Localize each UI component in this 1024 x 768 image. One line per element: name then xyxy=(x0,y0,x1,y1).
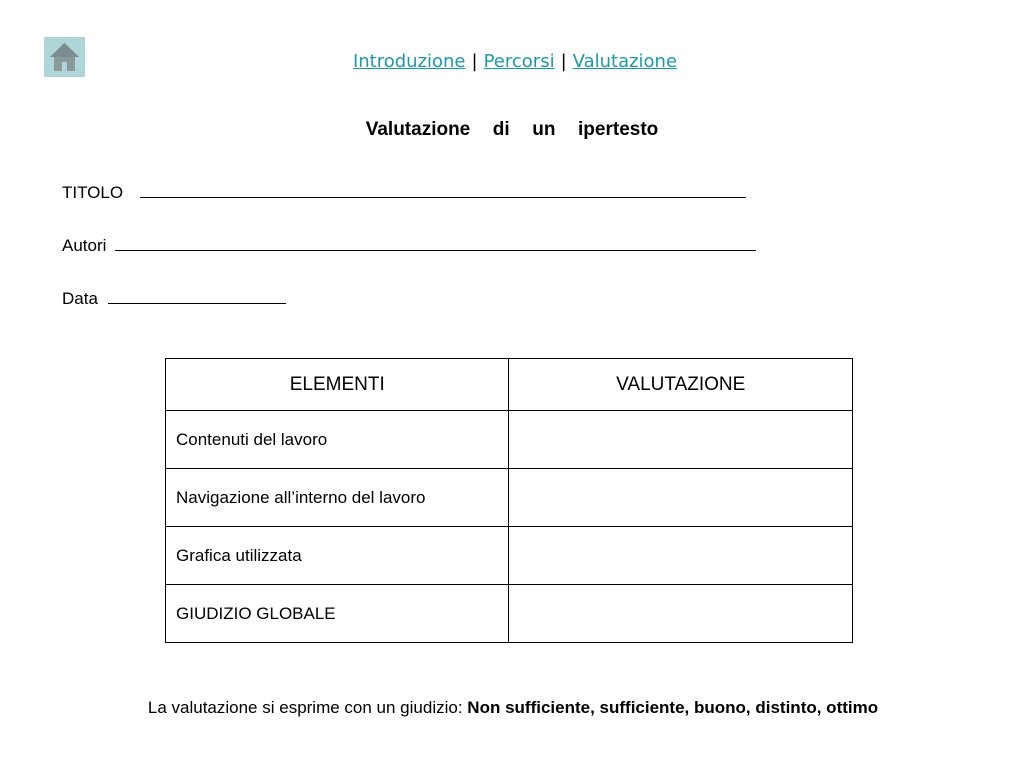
table-header-row xyxy=(166,359,853,411)
header-elementi: ELEMENTI xyxy=(166,359,509,411)
row-label: Contenuti del lavoro xyxy=(166,411,509,469)
data-blank-line[interactable] xyxy=(108,289,286,304)
footer-prefix: La valutazione si esprime con un giudizio: xyxy=(147,698,463,717)
table-row xyxy=(166,585,853,643)
row-label: Grafica utilizzata xyxy=(166,527,509,585)
table-row xyxy=(166,469,853,527)
evaluation-cell[interactable] xyxy=(509,411,853,469)
footer-scale: Non sufficiente, sufficiente, buono, distinto, ottimo xyxy=(467,698,879,717)
evaluation-cell[interactable] xyxy=(509,527,853,585)
titolo-label: TITOLO xyxy=(62,183,124,202)
evaluation-cell[interactable] xyxy=(509,585,853,643)
nav-link-introduzione[interactable]: Introduzione xyxy=(352,51,466,72)
titolo-field xyxy=(62,183,746,203)
page-title: Valutazione di un ipertesto xyxy=(365,119,659,140)
nav-separator: | xyxy=(560,51,567,72)
header-valutazione: VALUTAZIONE xyxy=(509,359,853,411)
data-field xyxy=(62,289,286,309)
footer-note xyxy=(0,698,1024,718)
autori-field xyxy=(62,236,756,256)
row-label: Navigazione all’interno del lavoro xyxy=(166,469,509,527)
autori-label: Autori xyxy=(62,236,107,255)
evaluation-cell[interactable] xyxy=(509,469,853,527)
titolo-blank-line[interactable] xyxy=(140,183,746,198)
nav-link-percorsi[interactable]: Percorsi xyxy=(483,51,555,72)
table-row xyxy=(166,527,853,585)
evaluation-table xyxy=(165,358,853,643)
autori-blank-line[interactable] xyxy=(115,236,756,251)
nav-link-valutazione[interactable]: Valutazione xyxy=(572,51,678,72)
top-navigation xyxy=(0,50,1024,74)
nav-separator: | xyxy=(471,51,478,72)
data-label: Data xyxy=(62,289,98,308)
row-label: GIUDIZIO GLOBALE xyxy=(166,585,509,643)
table-row xyxy=(166,411,853,469)
